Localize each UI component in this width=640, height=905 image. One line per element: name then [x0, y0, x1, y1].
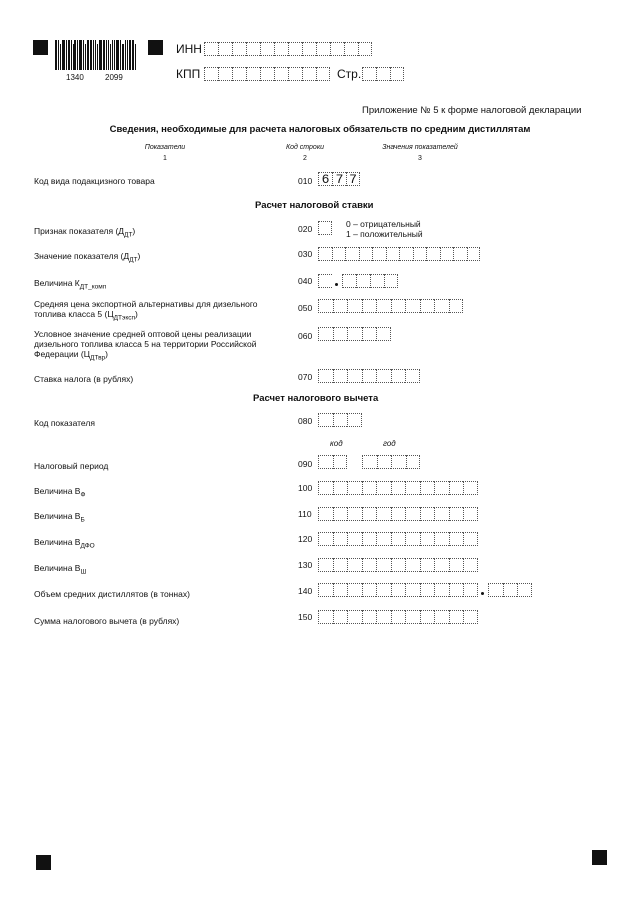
- barcode-bar: [55, 40, 57, 70]
- entry-cell: [449, 532, 464, 546]
- barcode-bar: [58, 40, 59, 70]
- entry-cell: [391, 583, 406, 597]
- entry-cell: [318, 327, 333, 341]
- entry-cell: [204, 67, 218, 81]
- entry-cell: [318, 532, 333, 546]
- corner-marker-top-right: [148, 40, 163, 55]
- entry-cell: [376, 369, 391, 383]
- entry-cell: [391, 369, 406, 383]
- indicator-value-field[interactable]: [318, 247, 480, 261]
- column-number-3: 3: [418, 155, 422, 162]
- column-header-line-code: Код строки: [285, 144, 325, 151]
- entry-cell: [274, 67, 288, 81]
- entry-cell: [376, 558, 391, 572]
- entry-cell: [449, 558, 464, 572]
- barcode-bar: [132, 40, 134, 70]
- entry-cell: [232, 67, 246, 81]
- entry-cell: [406, 455, 421, 469]
- appendix-note: Приложение № 5 к форме налоговой декларации: [362, 105, 582, 116]
- entry-cell: [449, 299, 464, 313]
- row-label-k-comp: Величина $К_{ДТ\_комп}$: [34, 278, 107, 291]
- entry-cell: [405, 369, 420, 383]
- entry-cell: [333, 507, 348, 521]
- row-label-wholesale-price: Условное значение средней оптовой цены реализации дизельного топлива класса 5 на территории Российской Федерации $(Ц_{ДТвр})$: [34, 329, 257, 362]
- entry-cell: [347, 583, 362, 597]
- entry-cell: [376, 481, 391, 495]
- line-code-090: 090: [298, 459, 313, 469]
- entry-cell: [376, 299, 391, 313]
- barcode-bar: [125, 40, 126, 70]
- entry-cell: [362, 610, 377, 624]
- entry-cell: [434, 558, 449, 572]
- entry-cell: [318, 583, 333, 597]
- barcode-bar: [120, 40, 121, 70]
- entry-cell: [358, 42, 372, 56]
- entry-cell: [377, 455, 392, 469]
- option-negative: 0 – отрицательный: [346, 219, 421, 229]
- entry-cell: [453, 247, 467, 261]
- entry-cell: [405, 532, 420, 546]
- entry-cell: [463, 532, 478, 546]
- entry-cell: [372, 247, 386, 261]
- entry-cell: [376, 507, 391, 521]
- entry-cell: [405, 507, 420, 521]
- entry-cell: [347, 413, 362, 427]
- line-code-030: 030: [298, 249, 313, 259]
- entry-cell: [347, 558, 362, 572]
- entry-cell: [345, 247, 359, 261]
- entry-cell: [347, 299, 362, 313]
- entry-cell: [333, 583, 348, 597]
- barcode-bar: [106, 40, 107, 70]
- entry-cell: [405, 299, 420, 313]
- section-heading-tax-deduction: Расчет налогового вычета: [253, 393, 379, 404]
- entry-cell: [386, 247, 400, 261]
- entry-cell: [405, 558, 420, 572]
- entry-cell: [420, 481, 435, 495]
- entry-cell: [333, 413, 348, 427]
- barcode-bar: [103, 40, 105, 70]
- barcode-bar: [99, 40, 102, 70]
- entry-cell: [488, 583, 503, 597]
- line-code-110: 110: [298, 509, 312, 519]
- entry-cell: [333, 369, 348, 383]
- entry-cell: [333, 610, 348, 624]
- entry-cell: [318, 481, 333, 495]
- entry-cell: [347, 532, 362, 546]
- barcode-bar: [77, 40, 78, 70]
- wholesale-price-field[interactable]: [318, 327, 391, 341]
- entry-cell: [288, 67, 302, 81]
- barcode-bar: [135, 44, 136, 70]
- k-comp-decimal-cell: [342, 274, 356, 288]
- entry-cell: [420, 558, 435, 572]
- entry-cell: [449, 583, 464, 597]
- barcode-bar: [85, 44, 86, 70]
- row-label-deduction-sum: Сумма налогового вычета (в рублях): [34, 616, 180, 626]
- entry-cell: [318, 507, 333, 521]
- page-label: Стр.: [337, 67, 362, 81]
- line-code-050: 050: [298, 303, 313, 313]
- entry-cell: [440, 247, 454, 261]
- entry-cell: [390, 67, 404, 81]
- page-title: Сведения, необходимые для расчета налоговых обязательств по средним дистиллятам: [109, 124, 531, 135]
- entry-cell: [362, 455, 377, 469]
- barcode-bar: [127, 40, 128, 70]
- entry-cell: [347, 507, 362, 521]
- barcode-bar: [60, 44, 61, 70]
- entry-cell: [260, 67, 274, 81]
- indicator-code-field[interactable]: [318, 413, 362, 427]
- column-number-1: 1: [163, 155, 167, 162]
- line-code-150: 150: [298, 612, 313, 622]
- entry-cell: [391, 299, 406, 313]
- tax-rate-field[interactable]: [318, 369, 420, 383]
- barcode-bar: [90, 40, 92, 70]
- volume-decimal-field[interactable]: [488, 583, 532, 597]
- volume-integer-field[interactable]: [318, 583, 478, 597]
- entry-cell: [218, 67, 232, 81]
- entry-cell: [318, 610, 333, 624]
- entry-cell: [449, 481, 464, 495]
- b-f-field[interactable]: [318, 481, 478, 495]
- entry-cell: [333, 455, 348, 469]
- kpp-label: КПП: [176, 67, 201, 81]
- entry-cell: [463, 558, 478, 572]
- period-code-heading: код: [330, 439, 343, 448]
- entry-cell: [318, 558, 333, 572]
- entry-cell: [330, 42, 344, 56]
- row-label-tax-rate: Ставка налога (в рублях): [34, 374, 134, 384]
- barcode-bar: [71, 40, 72, 70]
- entry-cell: [420, 507, 435, 521]
- entry-cell: [391, 532, 406, 546]
- line-code-100: 100: [298, 483, 313, 493]
- entry-cell: [391, 455, 406, 469]
- entry-cell: [362, 369, 377, 383]
- kpp-field[interactable]: [204, 67, 330, 81]
- barcode-bar: [116, 40, 119, 70]
- line-code-040: 040: [298, 276, 313, 286]
- k-comp-decimal-cell: [356, 274, 370, 288]
- entry-cell: [362, 583, 377, 597]
- entry-cell: [333, 558, 348, 572]
- barcode-bar: [97, 44, 98, 70]
- barcode-bar: [114, 40, 115, 70]
- row-label-indicator-sign: Признак показателя $(Д_{ДТ})$: [34, 226, 136, 239]
- entry-cell: [376, 583, 391, 597]
- inn-field[interactable]: [204, 42, 372, 56]
- line-code-020: 020: [298, 224, 313, 234]
- barcode-bar: [129, 40, 131, 70]
- column-header-indicators: Показатели: [144, 144, 186, 151]
- corner-marker-bottom-left: [36, 855, 51, 870]
- inn-label: ИНН: [176, 42, 202, 56]
- line-code-060: 060: [298, 331, 313, 341]
- barcode-bar: [93, 40, 94, 70]
- entry-cell: [333, 532, 348, 546]
- entry-cell: [347, 369, 362, 383]
- export-price-field[interactable]: [318, 299, 463, 313]
- k-comp-integer-cell: [318, 274, 332, 288]
- row-label-b-sh: Величина $В_Ш$: [34, 563, 87, 576]
- period-code-field[interactable]: [318, 455, 347, 469]
- corner-marker-bottom-right: [592, 850, 607, 865]
- entry-cell: [316, 67, 330, 81]
- entry-cell: [318, 413, 333, 427]
- entry-cell: [434, 610, 449, 624]
- excise-code-digit: 7: [332, 172, 346, 186]
- entry-cell: [362, 67, 376, 81]
- entry-cell: [318, 455, 333, 469]
- entry-cell: [405, 583, 420, 597]
- corner-marker-top-left: [33, 40, 48, 55]
- row-label-tax-period: Налоговый период: [34, 461, 109, 471]
- entry-cell: [362, 481, 377, 495]
- entry-cell: [333, 327, 348, 341]
- entry-cell: [318, 221, 332, 235]
- entry-cell: [246, 42, 260, 56]
- decimal-point-icon: [332, 274, 342, 288]
- excise-code-digit: 7: [346, 172, 360, 186]
- line-code-010: 010: [298, 176, 313, 186]
- entry-cell: [318, 247, 332, 261]
- entry-cell: [463, 507, 478, 521]
- entry-cell: [318, 369, 333, 383]
- barcode-bar: [73, 44, 74, 70]
- k-comp-field[interactable]: [318, 274, 398, 288]
- entry-cell: [274, 42, 288, 56]
- entry-cell: [362, 299, 377, 313]
- option-positive: 1 – положительный: [346, 229, 423, 239]
- entry-cell: [347, 481, 362, 495]
- entry-cell: [333, 481, 348, 495]
- entry-cell: [449, 610, 464, 624]
- entry-cell: [434, 583, 449, 597]
- k-comp-decimal-cell: [370, 274, 384, 288]
- entry-cell: [344, 42, 358, 56]
- column-header-values: Значения показателей: [382, 144, 458, 151]
- entry-cell: [347, 327, 362, 341]
- entry-cell: [391, 481, 406, 495]
- entry-cell: [204, 42, 218, 56]
- barcode-bar: [83, 40, 84, 70]
- barcode-bar: [108, 40, 109, 70]
- entry-cell: [426, 247, 440, 261]
- entry-cell: [362, 507, 377, 521]
- entry-cell: [413, 247, 427, 261]
- entry-cell: [434, 532, 449, 546]
- entry-cell: [463, 481, 478, 495]
- entry-cell: [302, 42, 316, 56]
- entry-cell: [246, 67, 260, 81]
- barcode-bar: [62, 40, 65, 70]
- period-year-heading: год: [383, 439, 396, 448]
- entry-cell: [232, 42, 246, 56]
- row-label-b-dfo: Величина $В_{ДФО}$: [34, 537, 95, 550]
- line-code-140: 140: [298, 586, 313, 596]
- barcode-number-left: 1340: [66, 73, 84, 82]
- entry-cell: [318, 299, 333, 313]
- entry-cell: [405, 610, 420, 624]
- page-number-field[interactable]: [362, 67, 404, 81]
- barcode-bar: [87, 40, 89, 70]
- column-number-2: 2: [303, 155, 307, 162]
- entry-cell: [449, 507, 464, 521]
- excise-code-digit: 6: [318, 172, 332, 186]
- entry-cell: [376, 532, 391, 546]
- b-b-field[interactable]: [318, 507, 478, 521]
- line-code-080: 080: [298, 416, 313, 426]
- entry-cell: [434, 299, 449, 313]
- section-heading-tax-rate: Расчет налоговой ставки: [255, 200, 374, 211]
- entry-cell: [316, 42, 330, 56]
- entry-cell: [260, 42, 274, 56]
- entry-cell: [332, 247, 346, 261]
- row-label-indicator-value: Значение показателя $(Д_{ДТ})$: [34, 251, 141, 264]
- excise-code-field[interactable]: [318, 172, 360, 186]
- entry-cell: [463, 610, 478, 624]
- entry-cell: [420, 583, 435, 597]
- entry-cell: [362, 532, 377, 546]
- entry-cell: [405, 481, 420, 495]
- period-year-field[interactable]: [362, 455, 420, 469]
- barcode-bar: [95, 40, 96, 70]
- row-label-b-b: Величина $В_Б$: [34, 511, 85, 524]
- entry-cell: [503, 583, 518, 597]
- entry-cell: [391, 507, 406, 521]
- row-label-export-price: Средняя цена экспортной альтернативы для дизельного топлива класса 5 $(Ц_{ДТэксп})$: [34, 299, 258, 322]
- entry-cell: [362, 558, 377, 572]
- entry-cell: [420, 299, 435, 313]
- entry-cell: [347, 610, 362, 624]
- entry-cell: [359, 247, 373, 261]
- barcode-bar: [110, 44, 112, 70]
- barcode-bar: [66, 40, 67, 70]
- barcode-bar: [122, 44, 124, 70]
- entry-cell: [463, 583, 478, 597]
- decimal-point-icon: [478, 583, 488, 597]
- entry-cell: [302, 67, 316, 81]
- entry-cell: [399, 247, 413, 261]
- line-code-070: 070: [298, 372, 313, 382]
- barcode-bar: [79, 40, 82, 70]
- entry-cell: [376, 327, 391, 341]
- barcode-number-right: 2099: [105, 73, 123, 82]
- entry-cell: [517, 583, 532, 597]
- entry-cell: [391, 558, 406, 572]
- barcode-bar: [68, 40, 70, 70]
- entry-cell: [333, 299, 348, 313]
- entry-cell: [376, 67, 390, 81]
- row-label-indicator-code: Код показателя: [34, 418, 95, 428]
- entry-cell: [420, 532, 435, 546]
- row-label-volume-tonnes: Объем средних дистиллятов (в тоннах): [34, 589, 190, 599]
- entry-cell: [218, 42, 232, 56]
- entry-cell: [362, 327, 377, 341]
- entry-cell: [391, 610, 406, 624]
- entry-cell: [467, 247, 481, 261]
- entry-cell: [420, 610, 435, 624]
- row-label-excise-code: Код вида подакцизного товара: [34, 176, 155, 186]
- barcode: [55, 40, 137, 70]
- k-comp-decimal-cell: [384, 274, 398, 288]
- barcode-bar: [112, 40, 113, 70]
- barcode-bar: [74, 40, 76, 70]
- entry-cell: [434, 507, 449, 521]
- line-code-130: 130: [298, 560, 313, 570]
- deduction-sum-field[interactable]: [318, 610, 478, 624]
- b-dfo-field[interactable]: [318, 532, 478, 546]
- row-label-b-f: Величина $В_Ф$: [34, 486, 86, 499]
- line-code-120: 120: [298, 534, 313, 544]
- entry-cell: [288, 42, 302, 56]
- entry-cell: [434, 481, 449, 495]
- b-sh-field[interactable]: [318, 558, 478, 572]
- indicator-sign-field[interactable]: [318, 221, 332, 235]
- entry-cell: [376, 610, 391, 624]
